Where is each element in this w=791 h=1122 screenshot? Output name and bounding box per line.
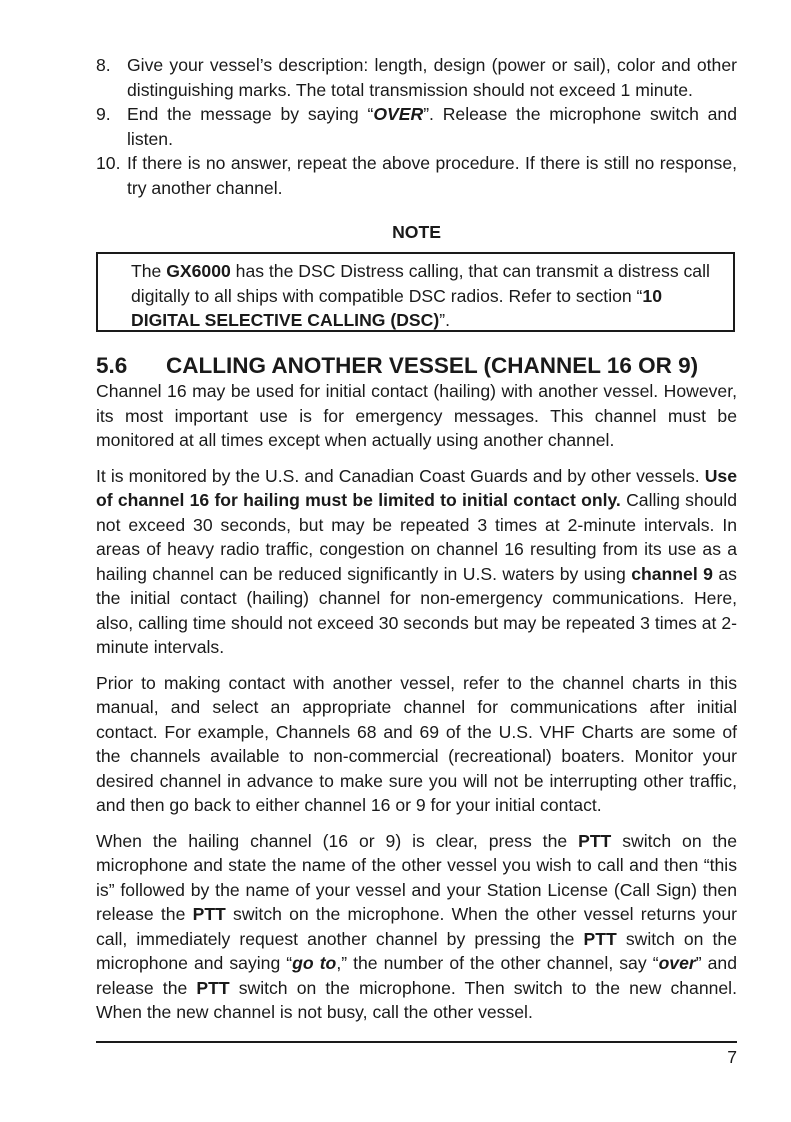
section-title: CALLING ANOTHER VESSEL (CHANNEL 16 OR 9) <box>166 353 699 378</box>
note-title: NOTE <box>392 222 441 242</box>
list-item <box>96 151 737 200</box>
paragraph: Prior to making contact with another vessel, refer to the channel charts in this manual, and select an appropriate channel for communications after initial contact. For example, Channels 68 and 69 of the U.S. VHF Charts are some of the channels available to non-commercial (recreational) boaters. Monitor your desired channel in advance to make sure you will not be interrupting other traffic, and then go back to either channel 16 or 9 for your initial contact. <box>96 672 737 815</box>
paragraph: When the hailing channel (16 or 9) is clear, press the PTT switch on the microphone and state the name of the other vessel you wish to call and then “this is” followed by the name of your vessel and your Station License (Call Sign) then release the PTT switch on the microphone. When the other vessel returns your call, immediately request another channel by pressing the PTT switch on the microphone and saying “go to,” the number of the other channel, say “over” and release the PTT switch on the microphone. Then switch to the new channel. When the new channel is not busy, call the other vessel. <box>96 830 738 1022</box>
list-item-number: 8. <box>96 55 111 75</box>
list-item-number: 9. <box>96 104 111 124</box>
list-item-text: End the message by saying “ <box>127 104 374 124</box>
paragraph: Channel 16 may be used for initial contact (hailing) with another vessel. However, its most important use is for emergency messages. This channel must be monitored at all times except when actually using another channel. <box>96 381 737 450</box>
footer-rule <box>96 1041 737 1043</box>
list-item-text: Give your vessel’s description: length, design (power or sail), color and other distinguishing marks. The total transmission should not exceed 1 minute. <box>127 55 737 100</box>
procedure-list <box>96 53 737 200</box>
section-number: 5.6 <box>96 353 128 378</box>
note-box <box>96 252 735 332</box>
page-number: 7 <box>727 1047 737 1067</box>
list-item-text: If there is no answer, repeat the above procedure. If there is still no response, try another channel. <box>127 153 737 198</box>
note-text: The GX6000 has the DSC Distress calling, that can transmit a distress call digitally to all ships with compatible DSC radios. Refer to section “10 DIGITAL SELECTIVE CALLING (DSC)”. <box>131 261 710 330</box>
model-name: GX6000 <box>166 261 231 281</box>
list-item-number: 10. <box>96 153 121 173</box>
section-heading <box>96 353 737 379</box>
section-body <box>96 379 737 1036</box>
paragraph: It is monitored by the U.S. and Canadian Coast Guards and by other vessels. Use of channel 16 for hailing must be limited to initial contact only. Calling should not exceed 30 seconds, but may be repeated 3 times at 2-minute intervals. In areas of heavy radio traffic, congestion on channel 16 resulting from its use as a hailing channel can be reduced significantly in U.S. waters by using channel 9 as the initial contact (hailing) channel for non-emergency communications. Here, also, calling time should not exceed 30 seconds but may be repeated 3 times at 2-minute intervals. <box>96 465 737 657</box>
list-item-text: ”. Release the microphone switch and listen. <box>127 104 737 149</box>
list-item <box>96 53 737 102</box>
list-item <box>96 102 737 151</box>
section-reference: 10 DIGITAL SELECTIVE CALLING (DSC) <box>131 285 662 330</box>
over-keyword: OVER <box>373 104 424 124</box>
